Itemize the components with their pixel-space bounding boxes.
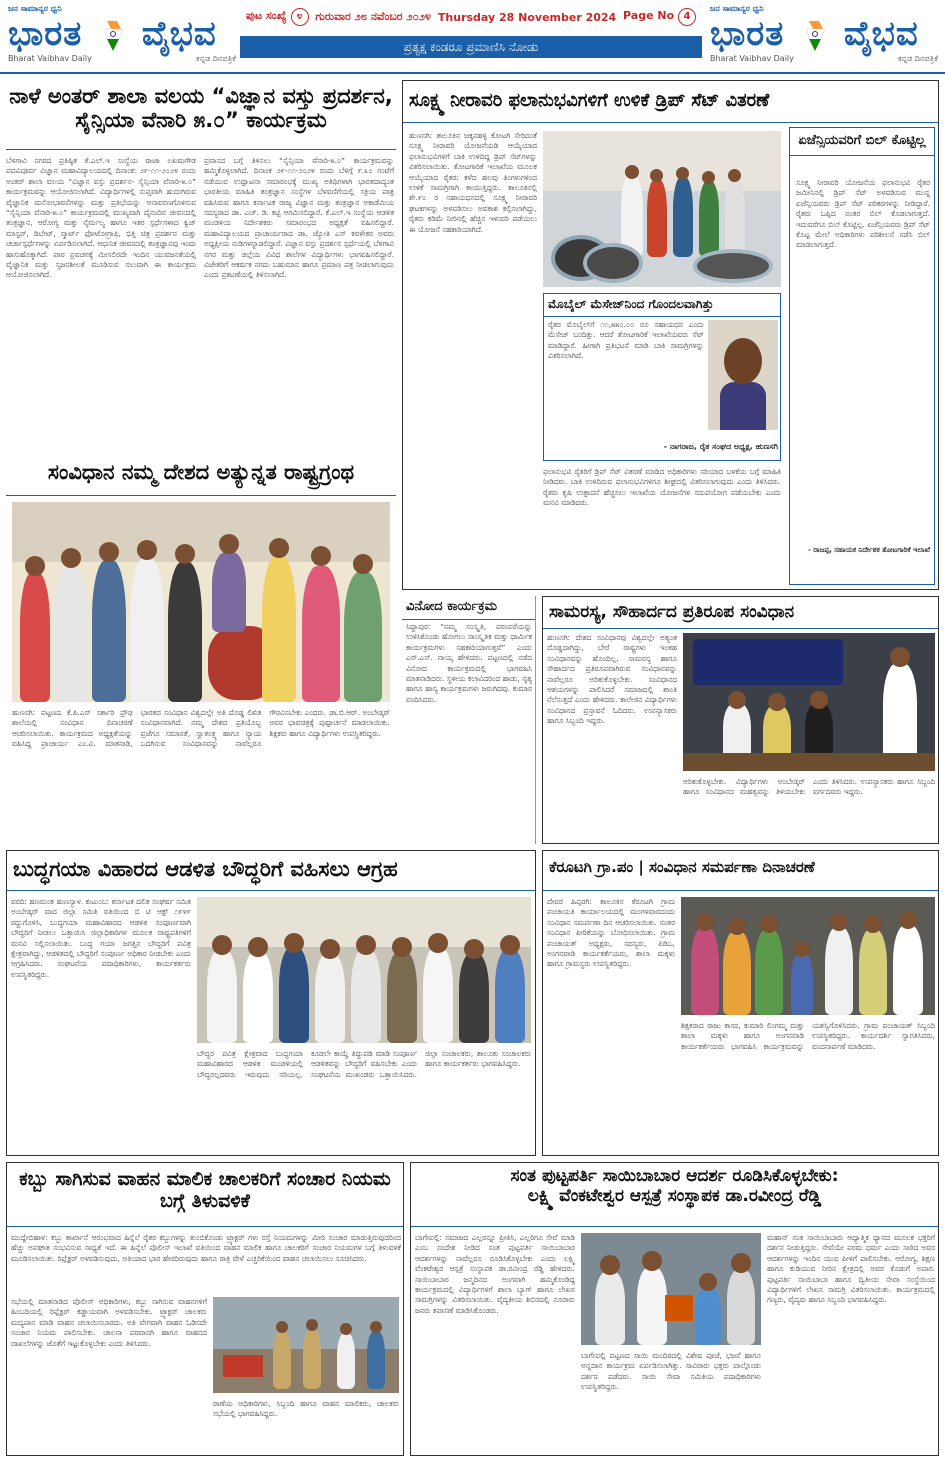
saibaba-body-right: ಮಹಾನ್ ಸಂತ ಸಾಯಿಬಾಬಾರು ಆಧ್ಯಾತ್ಮಿಕ ಧ್ಯಾನದ ಮೂಲಕ ಭಕ್ತರಿಗೆ ದರ್ಶನ ನೀಡುತ್ತಿದ್ದರು. ಸೇವೆಯೇ ಪರಮ ಧರ್ಮ ಎಂದು ಸಾರಿದ ಅವರ ಆದರ್ಶಗಳನ್ನು ಇಂದಿನ ಯುವ ಪೀಳಿಗೆ ಪಾಲಿಸಬೇಕು. ಆರೋಗ್ಯ, ಶಿಕ್ಷಣ ಹಾಗೂ ಕುಡಿಯುವ ನೀರಿನ ಕ್ಷೇತ್ರದಲ್ಲಿ ಅವರ ಕೊಡುಗೆ ಅಪಾರ. ಪುಟ್ಟಪರ್ತಿ ಸಾಯಿಬಾಬಾ ಹಾಗೂ ದ್ವಿತೀಯ ಸೇವಾ ಸಂಸ್ಥೆಯಿಂದ ವಿದ್ಯಾರ್ಥಿಗಳಿಗೆ ಲೇಖನ ಸಾಮಗ್ರಿ ವಿತರಿಸಲಾಯಿತು. ಕಾರ್ಯಕ್ರಮದಲ್ಲಿ ಗಣ್ಯರು, ವೈದ್ಯರು ಹಾಗೂ ಸಿಬ್ಬಂದಿ ಭಾಗವಹಿಸಿದ್ದರು. [767,1233,935,1305]
headline-kerutagi-panchayat: ಕೆರೂಟಗಿ ಗ್ರಾ.ಪಂ | ಸಂವಿಧಾನ ಸಮರ್ಪಣಾ ದಿನಾಚರಣೆ [543,851,938,891]
article-constitution-book [6,456,396,844]
sidebar-signature: - ರಾಜಪ್ಪ, ಸಹಾಯಕ ನಿರ್ದೇಶಕ ತೋಟಗಾರಿಕೆ ಇಲಾಖೆ [807,546,930,554]
logo-subline-right [710,54,938,64]
masthead-center [240,4,702,68]
logo-title [8,14,236,54]
masthead-tagline: ಪ್ರತ್ಯಕ್ಷ ಕಂಡರೂ ಪ್ರಮಾಣಿಸಿ ನೋಡು [240,36,702,58]
logo-english-name-right: Bharat Vaibhav Daily [710,54,794,63]
buddhagaya-body: ವರದಿ: ಹಣಮಂತ ಹುಣಸ್ಯಾಳ. ಕುಟುಂಬ: ಕರ್ನಾಟಕ ದಲಿತ ಸಂಘರ್ಷ ಸಮಿತಿ ಅಂಬೇಡ್ಕರ್ ವಾದ ಜಿಲ್ಲಾ ಸಮಿತಿ ವತಿಯಿಂದ ಬಿ ಟಿ ಆಕ್ಟ್ ೧೯೪೯ ರದ್ದುಗೊಳಿಸಿ, ಬುದ್ಧಗಯಾ ಮಹಾವಿಹಾರದ ಆಡಳಿತ ಸಂಪೂರ್ಣವಾಗಿ ಬೌದ್ಧರಿಗೆ ನೀಡಲು ಒತ್ತಾಯಿಸಿ ಜಿಲ್ಲಾಧಿಕಾರಿಗಳ ಮೂಲಕ ರಾಷ್ಟ್ರಪತಿಗಳಿಗೆ ಮನವಿ ಸಲ್ಲಿಸಲಾಯಿತು. ಬುದ್ಧ ಗಯಾ ಜಗತ್ತಿನ ಬೌದ್ಧರಿಗೆ ಪವಿತ್ರ ಕ್ಷೇತ್ರವಾಗಿದ್ದು, ಆಡಳಿತದಲ್ಲಿ ಬೌದ್ಧರಿಗೆ ಸಂಪೂರ್ಣ ಅಧಿಕಾರ ನೀಡಬೇಕು ಎಂದು ಆಗ್ರಹಿಸಿದರು. ಸಂಘಟನೆಯ ಪದಾಧಿಕಾರಿಗಳು, ಕಾರ್ಯಕರ್ತರು ಉಪಸ್ಥಿತರಿದ್ದರು. [11,897,191,979]
quote-box-mobile-message [543,293,781,461]
kerutagi-body-continued: ಶಿಕ್ಷಕರಾದ ರಾಜು ಕಾಸರ, ಕುಮಾರಿ ಲಿಂಗಮ್ಮ ಮತ್ತು ಶಾಲಾ ಮಕ್ಕಳು ಹಾಗೂ ಅಂಗನವಾಡಿ ಕಾರ್ಯಕರ್ತೆಯರು ಭಾಗವಹಿಸಿ ಕಾರ್ಯಕ್ರಮವನ್ನು ಯಶಸ್ವಿಗೊಳಿಸಿದರು. ಗ್ರಾಮ ಪಂಚಾಯತ್ ಸಿಬ್ಬಂದಿ ಉಪಸ್ಥಿತರಿದ್ದರು. ಕಾರ್ಯದರ್ಶಿ ಸ್ವಾಗತಿಸಿದರು, ವಂದನಾರ್ಪಣೆ ಮಾಡಿದರು. [681,1021,935,1051]
issue-row [240,4,702,30]
logo-tagline: ಜನ ಸಾಮಾನ್ಯರ ಧ್ವನಿ [8,4,62,13]
kerutagi-body: ದೇವರ ಹಿಪ್ಪರಗಿ: ತಾಲೂಕಿನ ಕೆರೂಟಗಿ ಗ್ರಾಮ ಪಂಚಾಯತಿ ಕಾರ್ಯಾಲಯದಲ್ಲಿ ಮಂಗಳವಾರದಂದು ಸಂವಿಧಾನ ಸಮರ್ಪಣಾ ದಿನ ಆಚರಿಸಲಾಯಿತು. ನಂತರ ಸಂವಿಧಾನ ಪೀಠಿಕೆಯನ್ನು ಬೋಧಿಸಲಾಯಿತು. ಗ್ರಾಮ ಪಂಚಾಯತ್ ಅಧ್ಯಕ್ಷರು, ಸದಸ್ಯರು, ಪಿಡಿಒ, ಅಂಗನವಾಡಿ ಕಾರ್ಯಕರ್ತೆಯರು, ಶಾಲಾ ಮಕ್ಕಳು ಹಾಗೂ ಗ್ರಾಮಸ್ಥರು ಉಪಸ್ಥಿತರಿದ್ದರು. [547,897,675,969]
article-buddhagaya [6,850,536,1156]
quote-text: ರೈತರ ಮೊಬೈಲ್‌ಗೆ ೧೧,೫೫೦.೦೦ ರೂ ಸಹಾಯಧನ ಎಂದು ಮೆಸೇಜ್ ಬಂದಿತ್ತು. ಆದರೆ ತೋಟಗಾರಿಕೆ ಇಲಾಖೆಯವರು ಸೆಟ್ ಮಾಡಿದ್ದಾರೆ. ಹೀಗಾಗಿ ಪ್ರತಿಭಟನೆ ಮಾಡಿ ಬಾಕಿ ಸಾಮಗ್ರಿಗಳನ್ನು ವಿತರಿಸಲಾಗಿದೆ. [548,320,704,361]
vinoda-body: ಸಿದ್ದಾಪುರ: “ನಮ್ಮ ಸಂಸ್ಕೃತಿ, ಪರಂಪರೆಯನ್ನು ಉಳಿಸಿಕೊಂಡು ಹೋಗಲು ಸಾಂಸ್ಕೃತಿಕ ಮತ್ತು ಧಾರ್ಮಿಕ ಕಾರ್ಯಕ್ರಮಗಳು ಸಹಕಾರಿಯಾಗುತ್ತವೆ” ಎಂದು ಎಸ್.ಎಸ್. ನಾಯ್ಕ ಹೇಳಿದರು. ಪಟ್ಟಣದಲ್ಲಿ ನಡೆದ ವಿನೋದ ಕಾರ್ಯಕ್ರಮದಲ್ಲಿ ಭಾಗವಹಿಸಿ ಮಾತನಾಡಿದರು. ಸ್ಥಳೀಯ ಕಲಾವಿದರಿಂದ ಹಾಡು, ನೃತ್ಯ ಹಾಗೂ ಹಾಸ್ಯ ಕಾರ್ಯಕ್ರಮಗಳು ಜರುಗಿದವು. ಕುಮಾರ ವಂದಿಸಿದರು. [406,622,532,704]
sidebar-text: ಸೂಕ್ಷ್ಮ ನೀರಾವರಿ ಯೋಜನೆಯ ಫಲಾನುಭವಿ ರೈತರ ಜಮೀನಿನಲ್ಲಿ ಡ್ರಿಪ್ ಸೆಟ್ ಅಳವಡಿಸುವ ಮುನ್ನ ಏಜೆನ್ಸಿಯವರು ಡ್ರಿಪ್ ಸೆಟ್ ಪರಿಕರಗಳನ್ನು ನೀಡಿದ್ದಾರೆ. ರೈತರು ಒಪ್ಪಿದ ನಂತರ ಬಿಲ್ ಕೊಡಲಾಗುತ್ತದೆ. ಇದುವರೆಗೂ ಬಿಲ್ ಕೊಟ್ಟಿಲ್ಲ. ಏಜೆನ್ಸಿಯವರು ಡ್ರಿಪ್ ಸೆಟ್ ಕೊಟ್ಟ ಮೇಲೆ ಅಧಿಕಾರಿಗಳು ಪರಿಶೀಲನೆ ನಡೆಸಿ ಬಿಲ್ ಮಾಡಲಾಗುತ್ತದೆ. [796,178,930,250]
article-harmony-constitution [542,596,939,844]
article-body-col2: ಪ್ರವಾಸದ ಬಗ್ಗೆ ತಿಳಿಸಲು “ಸೈನ್ಸಿಯಾ ವೆನಾರಿ-೫.೦” ಕಾರ್ಯಕ್ರಮವನ್ನು ಹಮ್ಮಿಕೊಳ್ಳಲಾಗಿದೆ. ದಿನಾಂಕ ೨೯-೧೧-೨೦೨೪ ರಂದು ಬೆಳಿಗ್ಗೆ ೯.೩೦ ಗಂಟೆಗೆ ನಡೆಯುವ ಉದ್ಘಾಟನಾ ಸಮಾರಂಭಕ್ಕೆ ಮುಖ್ಯ ಅತಿಥಿಗಳಾಗಿ ಭಾರತದಾದ್ಯಂತ ಭಾರತೀಯ ಮಾಹಿತಿ ತಂತ್ರಜ್ಞಾನ ಸಂಸ್ಥೆಗಳ ಬೆಳವಣಿಗೆಯಲ್ಲಿ ಸಕ್ರಿಯ ಪಾತ್ರ ವಹಿಸಿರುವ ಹಾಗೂ ಕರ್ನಾಟಕ ರಾಜ್ಯ ವಿಜ್ಞಾನ ಮತ್ತು ತಂತ್ರಜ್ಞಾನ ಅಕಾಡೆಮಿಯ ಸದಸ್ಯರಾದ ಡಾ. ಎಚ್. ಡಿ. ಕಟ್ಟಿ ಆಗಮಿಸಲಿದ್ದಾರೆ. ಕೆ.ಎಲ್.ಇ ಸಂಸ್ಥೆಯ ಆಡಳಿತ ಮಂಡಳಿಯ ನಿರ್ದೇಶಕರು ಸಮಾರಂಭದ ಅಧ್ಯಕ್ಷತೆ ವಹಿಸಲಿದ್ದಾರೆ. ಮಹಾವಿದ್ಯಾಲಯದ ಪ್ರಾಚಾರ್ಯರಾದ ಡಾ. ಜ್ಯೋತಿ ಎಸ್ ಕವಳೇಕರ ಅವರು ಅಧ್ಯಕ್ಷೀಯ ನುಡಿಗಳನ್ನಾಡಲಿದ್ದಾರೆ. ವಿಜ್ಞಾನ ವಸ್ತು ಪ್ರದರ್ಶನ ಸ್ಪರ್ಧೆಯಲ್ಲಿ ಬೆಳಗಾವಿ ನಗರ ಮತ್ತು ಜಿಲ್ಲೆಯ ವಿವಿಧ ಶಾಲೆಗಳ ವಿದ್ಯಾರ್ಥಿಗಳು ಭಾಗವಹಿಸಲಿದ್ದಾರೆ. ವಿಜೇತರಿಗೆ ಆಕರ್ಷಕ ನಗದು ಬಹುಮಾನ ಹಾಗೂ ಪ್ರಮಾಣ ಪತ್ರ ನೀಡಲಾಗುವುದು ಎಂದು ಪ್ರಕಟಣೆಯಲ್ಲಿ ತಿಳಿಸಲಾಗಿದೆ. [204,156,394,280]
article-drip-set [402,80,939,590]
page-number: 4 [678,8,696,26]
logo-subline [8,54,236,64]
headline-science-exhibition: ನಾಳೆ ಅಂತರ್ ಶಾಲಾ ವಲಯ “ವಿಜ್ಞಾನ ವಸ್ತು ಪ್ರದರ್ಶನ, ಸೈನ್ಸಿಯಾ ವೆನಾರಿ ೫.೦” ಕಾರ್ಯಕ್ರಮ [6,80,396,150]
article-vinoda-program [402,596,536,844]
drip-body-col1: ಹುಣಸಗಿ: ತಾಲೂಕಿನ ಜಕ್ಕನಹಳ್ಳಿ ಕೋಟಗಿ ಸೇರಿದಂತೆ ಸೂಕ್ಷ್ಮ ನೀರಾವರಿ ಯೋಜನೆಯಡಿ ಆಯ್ಕೆಯಾದ ಫಲಾನುಭವಿಗಳಿಗೆ ಬಾಕಿ ಉಳಿದಿದ್ದ ಡ್ರಿಪ್ ಸೆಟ್‌ಗಳನ್ನು ವಿತರಿಸಲಾಯಿತು. ತೋಟಗಾರಿಕೆ ಇಲಾಖೆಯ ಮೂಲಕ ಆಯ್ಕೆಯಾದ ರೈತರು ಕಳೆದ ಹಲವು ತಿಂಗಳುಗಳಿಂದ ಉಳಿಕೆ ಸಾಮಗ್ರಿಗಾಗಿ ಕಾಯುತ್ತಿದ್ದರು. ತಾಲೂಕಿನಲ್ಲಿ ಶೇ.೯೦ ರ ಸಹಾಯಧನದಲ್ಲಿ ಸೂಕ್ಷ್ಮ ನೀರಾವರಿ ಘಟಕಗಳನ್ನು ಅಳವಡಿಸಲು ಅವಕಾಶ ಕಲ್ಪಿಸಲಾಗಿದ್ದು, ರೈತರು ಕಡಿಮೆ ನೀರಿನಲ್ಲಿ ಹೆಚ್ಚಿನ ಇಳುವರಿ ಪಡೆಯಲು ಈ ಯೋಜನೆ ಸಹಕಾರಿಯಾಗಿದೆ. [409,131,537,234]
sugarcane-body-right: ಠಾಣೆಯ ಅಧಿಕಾರಿಗಳು, ಸಿಬ್ಬಂದಿ ಹಾಗೂ ವಾಹನ ಮಾಲಿಕರು, ಚಾಲಕರು ಸಭೆಯಲ್ಲಿ ಭಾಗವಹಿಸಿದ್ದರು. [213,1399,399,1419]
flag-map-icon [97,19,127,53]
headline-saibaba-line1: ಸಂತ ಪುಟ್ಟಪರ್ತಿ ಸಾಯಿಬಾಬಾರ ಆದರ್ಶ ರೂಡಿಸಿಕೊಳ್ಳಬೇಕು: [510,1166,839,1186]
masthead [0,0,945,74]
harmony-body-continued: ಅರಿತುಕೊಳ್ಳಬೇಕು. ವಿದ್ಯಾರ್ಥಿಗಳು ಅಂಬೇಡ್ಕರ್ ಹಾಗೂ ಸಂವಿಧಾನದ ಮಹತ್ವವನ್ನು ತಿಳಿಯಬೇಕು ಎಂದು ತಿಳಿಸಿದರು. ಉಪನ್ಯಾಸಕರು ಹಾಗೂ ಸಿಬ್ಬಂದಿ ವರ್ಗದವರು ಇದ್ದರು. [683,777,935,797]
date-kannada: ಗುರುವಾರ ೨೮ ನವೆಂಬರ ೨೦೨೪ [315,10,432,23]
headline-constitution-book: ಸಂವಿಧಾನ ನಮ್ಮ ದೇಶದ ಅತ್ಯುನ್ನತ ರಾಷ್ಟ್ರಗ್ರಂಥ [6,456,396,496]
logo-word-2-right: ವೈಭವ [843,14,919,54]
logo-paper-type-right: ಕನ್ನಡ ದಿನಪತ್ರಿಕೆ [897,54,938,63]
logo-paper-type: ಕನ್ನಡ ದಿನಪತ್ರಿಕೆ [195,54,236,63]
sugarcane-awareness-photo [213,1297,399,1393]
article-science-exhibition [6,80,396,450]
headline-saibaba-ideals [411,1163,938,1227]
headline-harmony-constitution: ಸಾಮರಸ್ಯ, ಸೌಹಾರ್ದದ ಪ್ರತಿರೂಪ ಸಂವಿಧಾನ [543,597,938,629]
sidebar-heading: ಏಜೆನ್ಸಿಯವರಿಗೆ ಬಿಲ್ ಕೊಟ್ಟಿಲ್ಲ [790,128,934,156]
harmony-body: ಹುಣಸಗಿ: ದೇಶದ ಸಂವಿಧಾನವು ವಿಶ್ವದಲ್ಲೇ ಅತ್ಯಂತ ದೊಡ್ಡದಾಗಿದ್ದು, ಬೇರೆ ರಾಷ್ಟ್ರಗಳು ಇಂತಹ ಸಂವಿಧಾನವನ್ನು ಹೊಂದಿಲ್ಲ. ಸಾಮರಸ್ಯ ಹಾಗೂ ಸೌಹಾರ್ದದ ಪ್ರತಿರೂಪವಾಗಿರುವ ಸಂವಿಧಾನವನ್ನು ನಾವೆಲ್ಲರೂ ಅರಿತುಕೊಳ್ಳಬೇಕು. ಸಂವಿಧಾನದ ಆಶಯಗಳನ್ನು ಪಾಲಿಸಿದರೆ ಸಮಾಜದಲ್ಲಿ ಶಾಂತಿ ನೆಲೆಸುತ್ತದೆ ಎಂದು ಹೇಳಿದರು. ಕಾಲೇಜಿನ ವಿದ್ಯಾರ್ಥಿಗಳು ಸಂವಿಧಾನದ ಪ್ರಸ್ತಾವನೆ ಓದಿದರು. ಉಪನ್ಯಾಸಕರು ಹಾಗೂ ಸಿಬ್ಬಂದಿ ಇದ್ದರು. [547,633,677,726]
logo-word-1-right: ಭಾರತ [710,14,785,54]
sugarcane-body-left: ಸಭೆಯಲ್ಲಿ ಮಾತನಾಡಿದ ಪೊಲೀಸ್ ಅಧಿಕಾರಿಗಳು, ಕಬ್ಬು ಸಾಗಿಸುವ ವಾಹನಗಳಿಗೆ ಹಿಂಬದಿಯಲ್ಲಿ ರಿಫ್ಲೆಕ್ಟರ್ ಕಡ್ಡಾಯವಾಗಿ ಅಳವಡಿಸಬೇಕು. ಟ್ರ್ಯಾಕ್ಟರ್ ಚಾಲಕರು ಮದ್ಯಪಾನ ಮಾಡಿ ವಾಹನ ಚಲಾಯಿಸಬಾರದು. ಅತಿ ವೇಗವಾಗಿ ವಾಹನ ಓಡಿಸದೇ ಸಂಚಾರ ನಿಯಮ ಪಾಲಿಸಬೇಕು. ಚಾಲನಾ ಪರವಾನಗಿ ಹಾಗೂ ವಾಹನದ ದಾಖಲೆಗಳನ್ನು ಜೊತೆಗೆ ಇಟ್ಟುಕೊಳ್ಳಬೇಕು ಎಂದು ತಿಳಿಸಿದರು. [11,1297,207,1348]
sidebar-box-agency-bill [789,127,935,585]
logo-word-1: ಭಾರತ [8,14,83,54]
logo-tagline-right: ಜನ ಸಾಮಾನ್ಯರ ಧ್ವನಿ [710,4,764,13]
headline-saibaba-line2: ಲಕ್ಷ್ಮಿ ವೆಂಕಟೇಶ್ವರ ಆಸ್ಪತ್ರೆ ಸಂಸ್ಥಾಪಕ ಡಾ.ರವೀಂದ್ರ ರೆಡ್ಡಿ [527,1185,822,1206]
logo-english-name: Bharat Vaibhav Daily [8,54,92,63]
drip-set-photo [543,131,781,287]
article-kerutagi-panchayat [542,850,939,1156]
saibaba-event-photo [581,1233,761,1345]
flag-map-icon [799,19,829,53]
constitution-day-photo [12,502,390,702]
quote-signature: - ನಾಗರಾಜ, ರೈತ ಸಂಘದ ಅಧ್ಯಕ್ಷ, ಹುಣಸಗಿ [663,442,778,451]
buddhagaya-memorandum-photo [197,897,531,1043]
headline-buddhagaya: ಬುದ್ಧಗಯಾ ವಿಹಾರದ ಆಡಳಿತ ಬೌದ್ಧರಿಗೆ ವಹಿಸಲು ಆಗ್ರಹ [7,851,535,891]
quote-heading: ಮೊಬೈಲ್ ಮೆಸೇಜ್‌ನಿಂದ ಗೊಂದಲವಾಗಿತ್ತು [544,294,780,317]
headline-vinoda-program: ವಿನೋದ ಕಾರ್ಯಕ್ರಮ [402,596,535,620]
farmer-portrait-photo [708,320,778,430]
article-sugarcane-vehicles [6,1162,404,1456]
issue-label: ಪುಟ ಸಂಖ್ಯೆ ೪ [246,8,309,26]
kerutagi-event-photo [681,897,935,1015]
sugarcane-body: ಮುದ್ದೇಬಿಹಾಳ: ಕಬ್ಬು ಕಾರ್ಖಾನೆ ಆರಂಭವಾದ ಹಿನ್ನೆಲೆ ರೈತರ ಕಬ್ಬುಗಳನ್ನು ತುಂಬಿಕೊಂಡು ಟ್ರ್ಯಾಕ್ಟರ್ ಗಳು ರಸ್ತೆ ನಿಯಮಗಳನ್ನು ಮೀರಿ ಸಂಚಾರ ಮಾಡುತ್ತಿರುವುದರಿಂದ ಹೆಚ್ಚು ಅಪಘಾತ ಸಂಭವಿಸುವ ಸಾಧ್ಯತೆ ಇದೆ. ಈ ಹಿನ್ನೆಲೆ ಪೊಲೀಸ್ ಇಲಾಖೆ ವತಿಯಿಂದ ವಾಹನ ಮಾಲಿಕ ಹಾಗೂ ಚಾಲಕರಿಗೆ ಸಂಚಾರ ನಿಯಮಗಳ ಬಗ್ಗೆ ತಿಳುವಳಿಕೆ ಮೂಡಿಸಲಾಯಿತು. ರಿಫ್ಲೆಕ್ಟರ್ ಅಳವಡಿಸುವುದು, ಅತಿಯಾದ ಭಾರ ಹೇರದಿರುವುದು ಹಾಗೂ ರಾತ್ರಿ ವೇಳೆ ಎಚ್ಚರಿಕೆಯಿಂದ ವಾಹನ ಚಲಾಯಿಸಲು ಸೂಚಿಸಿದರು. [11,1233,401,1263]
saibaba-body-continued: ಬಾಗೇಪಲ್ಲಿ ಪಟ್ಟಣದ ಸಾಯಿ ಮಂದಿರದಲ್ಲಿ ವಿಶೇಷ ಪೂಜೆ, ಭಜನೆ ಹಾಗೂ ಅನ್ನದಾನ ಕಾರ್ಯಕ್ರಮ ಏರ್ಪಡಿಸಲಾಗಿತ್ತು. ಸಾವಿರಾರು ಭಕ್ತರು ಪಾಲ್ಗೊಂಡು ದರ್ಶನ ಪಡೆದರು. ಸಾಯಿ ಸೇವಾ ಸಮಿತಿಯ ಪದಾಧಿಕಾರಿಗಳು ಉಪಸ್ಥಿತರಿದ್ದರು. [581,1351,761,1392]
headline-sugarcane-vehicles: ಕಬ್ಬು ಸಾಗಿಸುವ ವಾಹನ ಮಾಲಿಕ ಚಾಲಕರಿಗೆ ಸಂಚಾರ ನಿಯಮ ಬಗ್ಗೆ ತಿಳುವಳಿಕೆ [7,1163,403,1227]
harmony-event-photo [683,633,935,771]
logo-title-right [710,14,938,54]
article-body-col1: ಬೆಳಗಾವಿ ನಗರದ ಪ್ರತಿಷ್ಠಿತ ಕೆ.ಎಲ್.ಇ ಸಂಸ್ಥೆಯ ರಾಜಾ ಲಖಮಗೌಡ ಪದವಿಪೂರ್ವ ವಿಜ್ಞಾನ ಮಹಾವಿದ್ಯಾಲಯದಲ್ಲಿ ದಿನಾಂಕ: ೨೯-೧೧-೨೦೨೪ ರಂದು ಅಂತರ್ ಶಾಲಾ ವಲಯ “ವಿಜ್ಞಾನ ವಸ್ತು ಪ್ರದರ್ಶನ- ಸೈನ್ಸಿಯಾ ವೆನಾರಿ-೫.೦” ಕಾರ್ಯಕ್ರಮವನ್ನು ಆಯೋಜಿಸಲಾಗಿದೆ. ವಿದ್ಯಾರ್ಥಿಗಳಲ್ಲಿ ಸುಪ್ತವಾಗಿ ಹುದುಗಿರುವ ವೈಜ್ಞಾನಿಕ ಮನೋಭಾವನೆಗಳನ್ನು ಮತ್ತು ಪ್ರತಿಭೆಯನ್ನು ಅನಾವರಣಗೊಳಿಸುವ “ಸೈನ್ಸಿಯಾ ವೆನಾರಿ-೫.೦” ಕಾರ್ಯಕ್ರಮದಲ್ಲಿ ಮುಖ್ಯವಾಗಿ ದೈನಂದಿನ ಜೀವನದಲ್ಲಿ ತಂತ್ರಜ್ಞಾನ, ಆರೋಗ್ಯ ಮತ್ತು ನೈರ್ಮಲ್ಯ ಹಾಗೂ ಇತರ ಸ್ಪರ್ಧೆಗಳಾದ ಕ್ವಿಜ್ ಮಾಸ್ಟರ್, ಡಿಬೇಟ್, ಸ್ಮಾರ್ಟ್ ಫೋಟೋಗ್ರಾಫಿ, ಭಿತ್ತಿ ಚಿತ್ರ ಪ್ರದರ್ಶನ ಮತ್ತು ಚರ್ಚಾಸ್ಪರ್ಧೆಗಳನ್ನು ಏರ್ಪಡಿಸಲಾಗಿದೆ. ಆಧುನಿಕ ಜೀವನದಲ್ಲಿ ತಂತ್ರಜ್ಞಾನವು ಇಂದು ಹಾಸುಹೊಕ್ಕಾಗಿದೆ. ಪಾಠ ಪ್ರವಚನಕ್ಕೆ ಮೀಸಲಿರದೇ ಇಂದಿನ ಯುವಜನತೆಯಲ್ಲಿ ವೈಜ್ಞಾನಿಕ ಮತ್ತು ಸೃಜನಶೀಲತೆ ಮೂಡಿಸುವ ಸಲುವಾಗಿ ಈ ಕಾರ್ಯಕ್ರಮ ಆಯೋಜಿಸಲಾಗಿದೆ. [6,156,196,280]
constitution-book-body: ಹುಣಸಗಿ: ಪಟ್ಟಣದ ಕೆ.ಪಿ.ಎಸ್ ಸರ್ಕಾರಿ ಪ್ರೌಢ ಶಾಲೆಯಲ್ಲಿ ಸಂವಿಧಾನ ದಿನಾಚರಣೆ ಆಚರಿಸಲಾಯಿತು. ಕಾರ್ಯಕ್ರಮದ ಅಧ್ಯಕ್ಷತೆಯನ್ನು ವಹಿಸಿದ್ದ ಪ್ರಾಚಾರ್ಯ ಎಂ.ವಿ. ಮಾತನಾಡಿ, ಭಾರತದ ಸಂವಿಧಾನ ವಿಶ್ವದಲ್ಲೇ ಅತಿ ದೊಡ್ಡ ಲಿಖಿತ ಸಂವಿಧಾನವಾಗಿದೆ. ನಮ್ಮ ದೇಶದ ಪ್ರತಿಯೊಬ್ಬ ಪ್ರಜೆಗೂ ಸಮಾನತೆ, ಸ್ವಾತಂತ್ರ್ಯ ಹಾಗೂ ನ್ಯಾಯ ಒದಗಿಸುವ ಸಂವಿಧಾನವನ್ನು ನಾವೆಲ್ಲರೂ ಗೌರವಿಸಬೇಕು ಎಂದರು. ಡಾ.ಬಿ.ಆರ್. ಅಂಬೇಡ್ಕರ್ ಅವರ ಭಾವಚಿತ್ರಕ್ಕೆ ಪುಷ್ಪಾರ್ಚನೆ ಮಾಡಲಾಯಿತು. ಶಿಕ್ಷಕರು ಹಾಗೂ ವಿದ್ಯಾರ್ಥಿಗಳು ಉಪಸ್ಥಿತರಿದ್ದರು. [12,708,390,749]
saibaba-body: ಬಾಗೇಪಲ್ಲಿ: ಸಮಾಜದ ಎಲ್ಲರನ್ನೂ ಪ್ರೀತಿಸಿ, ಎಲ್ಲರಿಗೂ ಸೇವೆ ಮಾಡಿ ಎಂಬ ಸಂದೇಶ ನೀಡಿದ ಸಂತ ಪುಟ್ಟಪರ್ತಿ ಸಾಯಿಬಾಬಾರ ಆದರ್ಶಗಳನ್ನು ನಾವೆಲ್ಲರೂ ರೂಡಿಸಿಕೊಳ್ಳಬೇಕು ಎಂದು ಲಕ್ಷ್ಮಿ ವೆಂಕಟೇಶ್ವರ ಆಸ್ಪತ್ರೆ ಸಂಸ್ಥಾಪಕ ಡಾ.ರವೀಂದ್ರ ರೆಡ್ಡಿ ಹೇಳಿದರು. ಸಾಯಿಬಾಬಾರ ಜನ್ಮದಿನದ ಅಂಗವಾಗಿ ಹಮ್ಮಿಕೊಂಡಿದ್ದ ಕಾರ್ಯಕ್ರಮದಲ್ಲಿ ವಿದ್ಯಾರ್ಥಿಗಳಿಗೆ ಶಾಲಾ ಬ್ಯಾಗ್ ಹಾಗೂ ಲೇಖನ ಸಾಮಗ್ರಿಗಳನ್ನು ವಿತರಿಸಲಾಯಿತು. ವೈದ್ಯಕೀಯ ಶಿಬಿರದಲ್ಲಿ ನೂರಾರು ಜನರು ತಪಾಸಣೆ ಮಾಡಿಸಿಕೊಂಡರು. [415,1233,575,1315]
buddhagaya-body-continued: ಬೌದ್ಧರ ಪವಿತ್ರ ಕ್ಷೇತ್ರವಾದ ಬುದ್ಧಗಯಾ ಮಹಾವಿಹಾರದ ಆಡಳಿತ ಮಂಡಳಿಯಲ್ಲಿ ಬೌದ್ಧರಲ್ಲದವರು ಇರುವುದು ಸರಿಯಲ್ಲ. ಕೂಡಲೇ ಕಾಯ್ದೆ ತಿದ್ದುಪಡಿ ಮಾಡಿ ಸಂಪೂರ್ಣ ಆಡಳಿತವನ್ನು ಬೌದ್ಧರಿಗೆ ವಹಿಸಬೇಕು ಎಂದು ಸಂಘಟನೆಯ ಮುಖಂಡರು ಒತ್ತಾಯಿಸಿದರು. ಜಿಲ್ಲಾ ಸಂಚಾಲಕರು, ತಾಲೂಕು ಸಂಚಾಲಕರು ಹಾಗೂ ಕಾರ್ಯಕರ್ತರು ಭಾಗವಹಿಸಿದ್ದರು. [197,1049,531,1079]
drip-body-col2: ಫಲಾನುಭವಿ ರೈತರಿಗೆ ಡ್ರಿಪ್ ಸೆಟ್ ವಿತರಣೆ ಮಾಡಿದ ಅಧಿಕಾರಿಗಳು ಸರಿಯಾದ ಬಳಕೆಯ ಬಗ್ಗೆ ಮಾಹಿತಿ ನೀಡಿದರು. ಬಾಕಿ ಉಳಿದಿರುವ ಫಲಾನುಭವಿಗಳಿಗೂ ಶೀಘ್ರದಲ್ಲಿ ವಿತರಿಸಲಾಗುವುದು ಎಂದು ತಿಳಿಸಿದರು. ರೈತರು ಕೃಷಿ ಉತ್ಪಾದನೆ ಹೆಚ್ಚಿಸಲು ಇಲಾಖೆಯ ಯೋಜನೆಗಳ ಸದುಪಯೋಗ ಪಡೆಯಬೇಕು ಎಂದು ಮನವಿ ಮಾಡಿದರು. [543,467,781,508]
headline-drip-set: ಸೂಕ್ಷ್ಮ ನೀರಾವರಿ ಫಲಾನುಭವಿಗಳಿಗೆ ಉಳಿಕೆ ಡ್ರಿಪ್ ಸೆಟ್ ವಿತರಣೆ [403,81,938,123]
issue-number: ೪ [291,8,309,26]
logo-right [710,4,938,70]
page-indicator: Page No 4 [623,8,696,26]
date-english: Thursday 28 November 2024 [437,10,617,24]
article-saibaba-ideals [410,1162,939,1456]
logo-word-2: ವೈಭವ [141,14,217,54]
logo-left [8,4,236,70]
